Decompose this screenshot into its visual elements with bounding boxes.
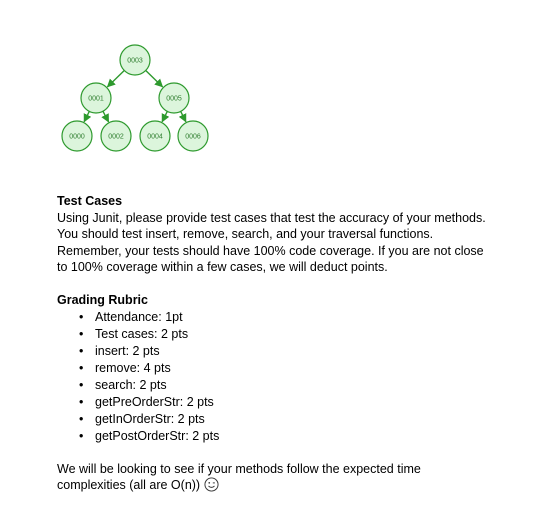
bullet-icon: • [79, 411, 84, 426]
tree-node [178, 121, 208, 151]
rubric-item-label: Attendance: 1pt [95, 309, 183, 324]
rubric-item-label: insert: 2 pts [95, 343, 160, 358]
spacer [57, 445, 537, 461]
bullet-icon: • [79, 394, 84, 409]
tree-node-label: 0005 [166, 95, 182, 103]
bullet-icon: • [79, 309, 84, 324]
test-cases-line-2: You should test insert, remove, search, and your traversal functions. [57, 227, 434, 242]
tree-node [81, 83, 111, 113]
list-item [57, 394, 537, 411]
assignment-text [57, 193, 537, 497]
rubric-list [57, 309, 537, 445]
tree-node-label: 0006 [185, 133, 201, 141]
test-cases-line-3: Remember, your tests should have 100% code coverage. If you are not close [57, 243, 484, 258]
rubric-item-label: remove: 4 pts [95, 360, 171, 375]
grading-rubric-heading: Grading Rubric [57, 292, 148, 307]
tree-node [120, 45, 150, 75]
tree-node-label: 0004 [147, 133, 163, 141]
test-cases-line-1: Using Junit, please provide test cases that test the accuracy of your methods. [57, 210, 486, 225]
rubric-item-label: search: 2 pts [95, 377, 167, 392]
closing-line-1: We will be looking to see if your methods follow the expected time [57, 461, 421, 476]
bullet-icon: • [79, 343, 84, 358]
tree-edge-n5-n4 [162, 111, 167, 121]
closing-line-2-text: complexities (all are O(n)) [57, 478, 201, 493]
list-item [57, 377, 537, 394]
list-item [57, 343, 537, 360]
tree-edge-n3-n5 [146, 70, 163, 86]
tree-node [159, 83, 189, 113]
bullet-icon: • [79, 360, 84, 375]
tree-node-label: 0002 [108, 133, 124, 141]
list-item [57, 411, 537, 428]
winking-face-icon [204, 477, 219, 497]
test-cases-heading: Test Cases [57, 194, 123, 208]
closing-line-2 [57, 477, 537, 497]
tree-node [62, 121, 92, 151]
tree-nodes [62, 45, 208, 151]
tree-node [140, 121, 170, 151]
spacer [57, 276, 537, 292]
rubric-item-label: Test cases: 2 pts [95, 326, 189, 341]
list-item [57, 360, 537, 377]
rubric-item-label: getPostOrderStr: 2 pts [95, 428, 220, 443]
bullet-icon: • [79, 377, 84, 392]
binary-tree-diagram [0, 0, 548, 180]
test-cases-line-4: to 100% coverage within a few cases, we will deduct points. [57, 260, 388, 275]
list-item [57, 309, 537, 326]
tree-edge-n3-n1 [107, 70, 124, 86]
tree-node-label: 0000 [69, 133, 85, 141]
tree-node-label: 0001 [88, 95, 104, 103]
bullet-icon: • [79, 326, 84, 341]
bullet-icon: • [79, 428, 84, 443]
rubric-item-label: getPreOrderStr: 2 pts [95, 394, 214, 409]
tree-edge-n1-n0 [84, 111, 89, 121]
list-item [57, 428, 537, 445]
tree-edge-n1-n2 [103, 111, 109, 122]
list-item [57, 326, 537, 343]
tree-node-label: 0003 [127, 57, 143, 65]
tree-node [101, 121, 131, 151]
rubric-item-label: getInOrderStr: 2 pts [95, 411, 205, 426]
tree-edge-n5-n6 [181, 111, 186, 121]
